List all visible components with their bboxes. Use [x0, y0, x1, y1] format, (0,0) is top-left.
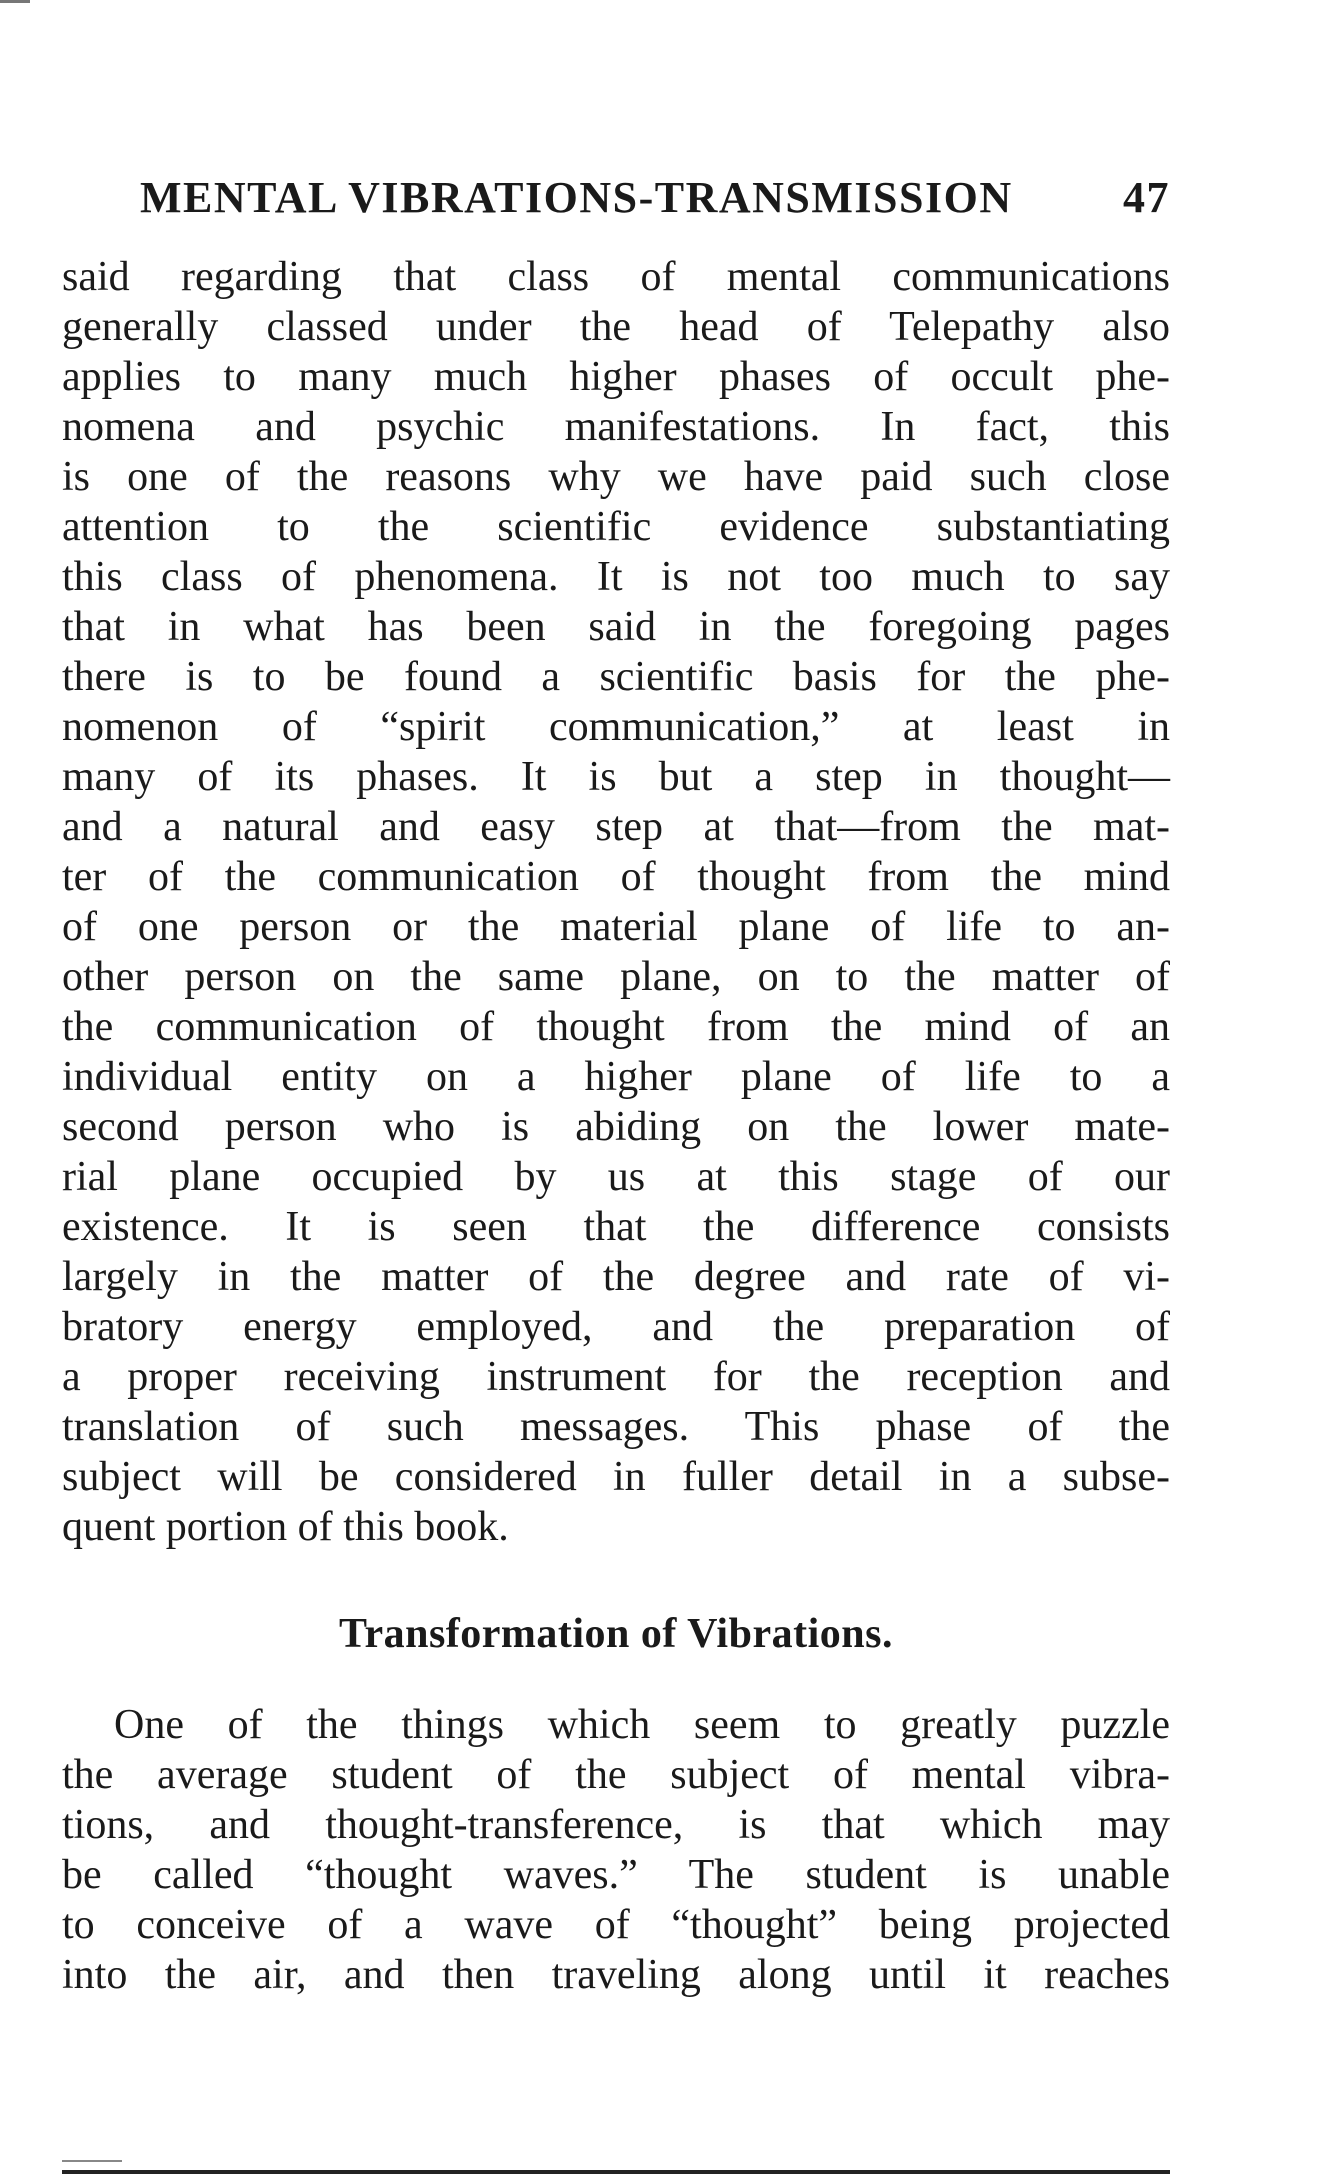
- text-line: translation of such messages. This phase of the: [62, 1404, 1170, 1450]
- text-line: is one of the reasons why we have paid such close: [62, 454, 1170, 500]
- text-line: into the air, and then traveling along until it reaches: [62, 1952, 1170, 1998]
- text-line: be called “thought waves.” The student is unable: [62, 1852, 1170, 1898]
- text-line: generally classed under the head of Telepathy also: [62, 304, 1170, 350]
- text-line: to conceive of a wave of “thought” being projected: [62, 1902, 1170, 1948]
- text-line: there is to be found a scientific basis for the phe-: [62, 654, 1170, 700]
- text-line: nomena and psychic manifestations. In fact, this: [62, 404, 1170, 450]
- text-line: applies to many much higher phases of occult phe-: [62, 354, 1170, 400]
- text-line: the average student of the subject of mental vibra-: [62, 1752, 1170, 1798]
- section-paragraph: [62, 1700, 1170, 2000]
- text-line: second person who is abiding on the lower mate-: [62, 1104, 1170, 1150]
- text-line: individual entity on a higher plane of life to a: [62, 1054, 1170, 1100]
- text-line: bratory energy employed, and the preparation of: [62, 1304, 1170, 1350]
- bottom-rule: [62, 2170, 1170, 2174]
- scan-corner-mark: [0, 0, 30, 3]
- text-line: of one person or the material plane of life to an-: [62, 904, 1170, 950]
- text-line: that in what has been said in the foregoing pages: [62, 604, 1170, 650]
- paragraph-continued: [62, 252, 1170, 1552]
- book-page: [62, 0, 1170, 2183]
- text-line: ter of the communication of thought from the mind: [62, 854, 1170, 900]
- text-line: existence. It is seen that the difference consists: [62, 1204, 1170, 1250]
- text-line: this class of phenomena. It is not too much to say: [62, 554, 1170, 600]
- text-line: quent portion of this book.: [62, 1504, 509, 1550]
- text-line: largely in the matter of the degree and rate of vi-: [62, 1254, 1170, 1300]
- section-heading: Transformation of Vibrations.: [339, 1611, 893, 1657]
- text-line: One of the things which seem to greatly puzzle: [114, 1702, 1170, 1748]
- text-line: many of its phases. It is but a step in thought—: [62, 754, 1170, 800]
- running-title: MENTAL VIBRATIONS-TRANSMISSION: [140, 173, 1013, 222]
- page-number: 47: [1123, 173, 1170, 222]
- text-line: tions, and thought-transference, is that which may: [62, 1802, 1170, 1848]
- text-line: subject will be considered in fuller detail in a subse-: [62, 1454, 1170, 1500]
- text-line: a proper receiving instrument for the reception and: [62, 1354, 1170, 1400]
- scan-edge-mark: [62, 2160, 122, 2162]
- text-line: other person on the same plane, on to the matter of: [62, 954, 1170, 1000]
- text-line: and a natural and easy step at that—from the mat-: [62, 804, 1170, 850]
- running-header: [140, 172, 1170, 223]
- text-line: the communication of thought from the mind of an: [62, 1004, 1170, 1050]
- text-line: nomenon of “spirit communication,” at least in: [62, 704, 1170, 750]
- text-line: said regarding that class of mental communications: [62, 254, 1170, 300]
- text-line: rial plane occupied by us at this stage of our: [62, 1154, 1170, 1200]
- text-line: attention to the scientific evidence substantiating: [62, 504, 1170, 550]
